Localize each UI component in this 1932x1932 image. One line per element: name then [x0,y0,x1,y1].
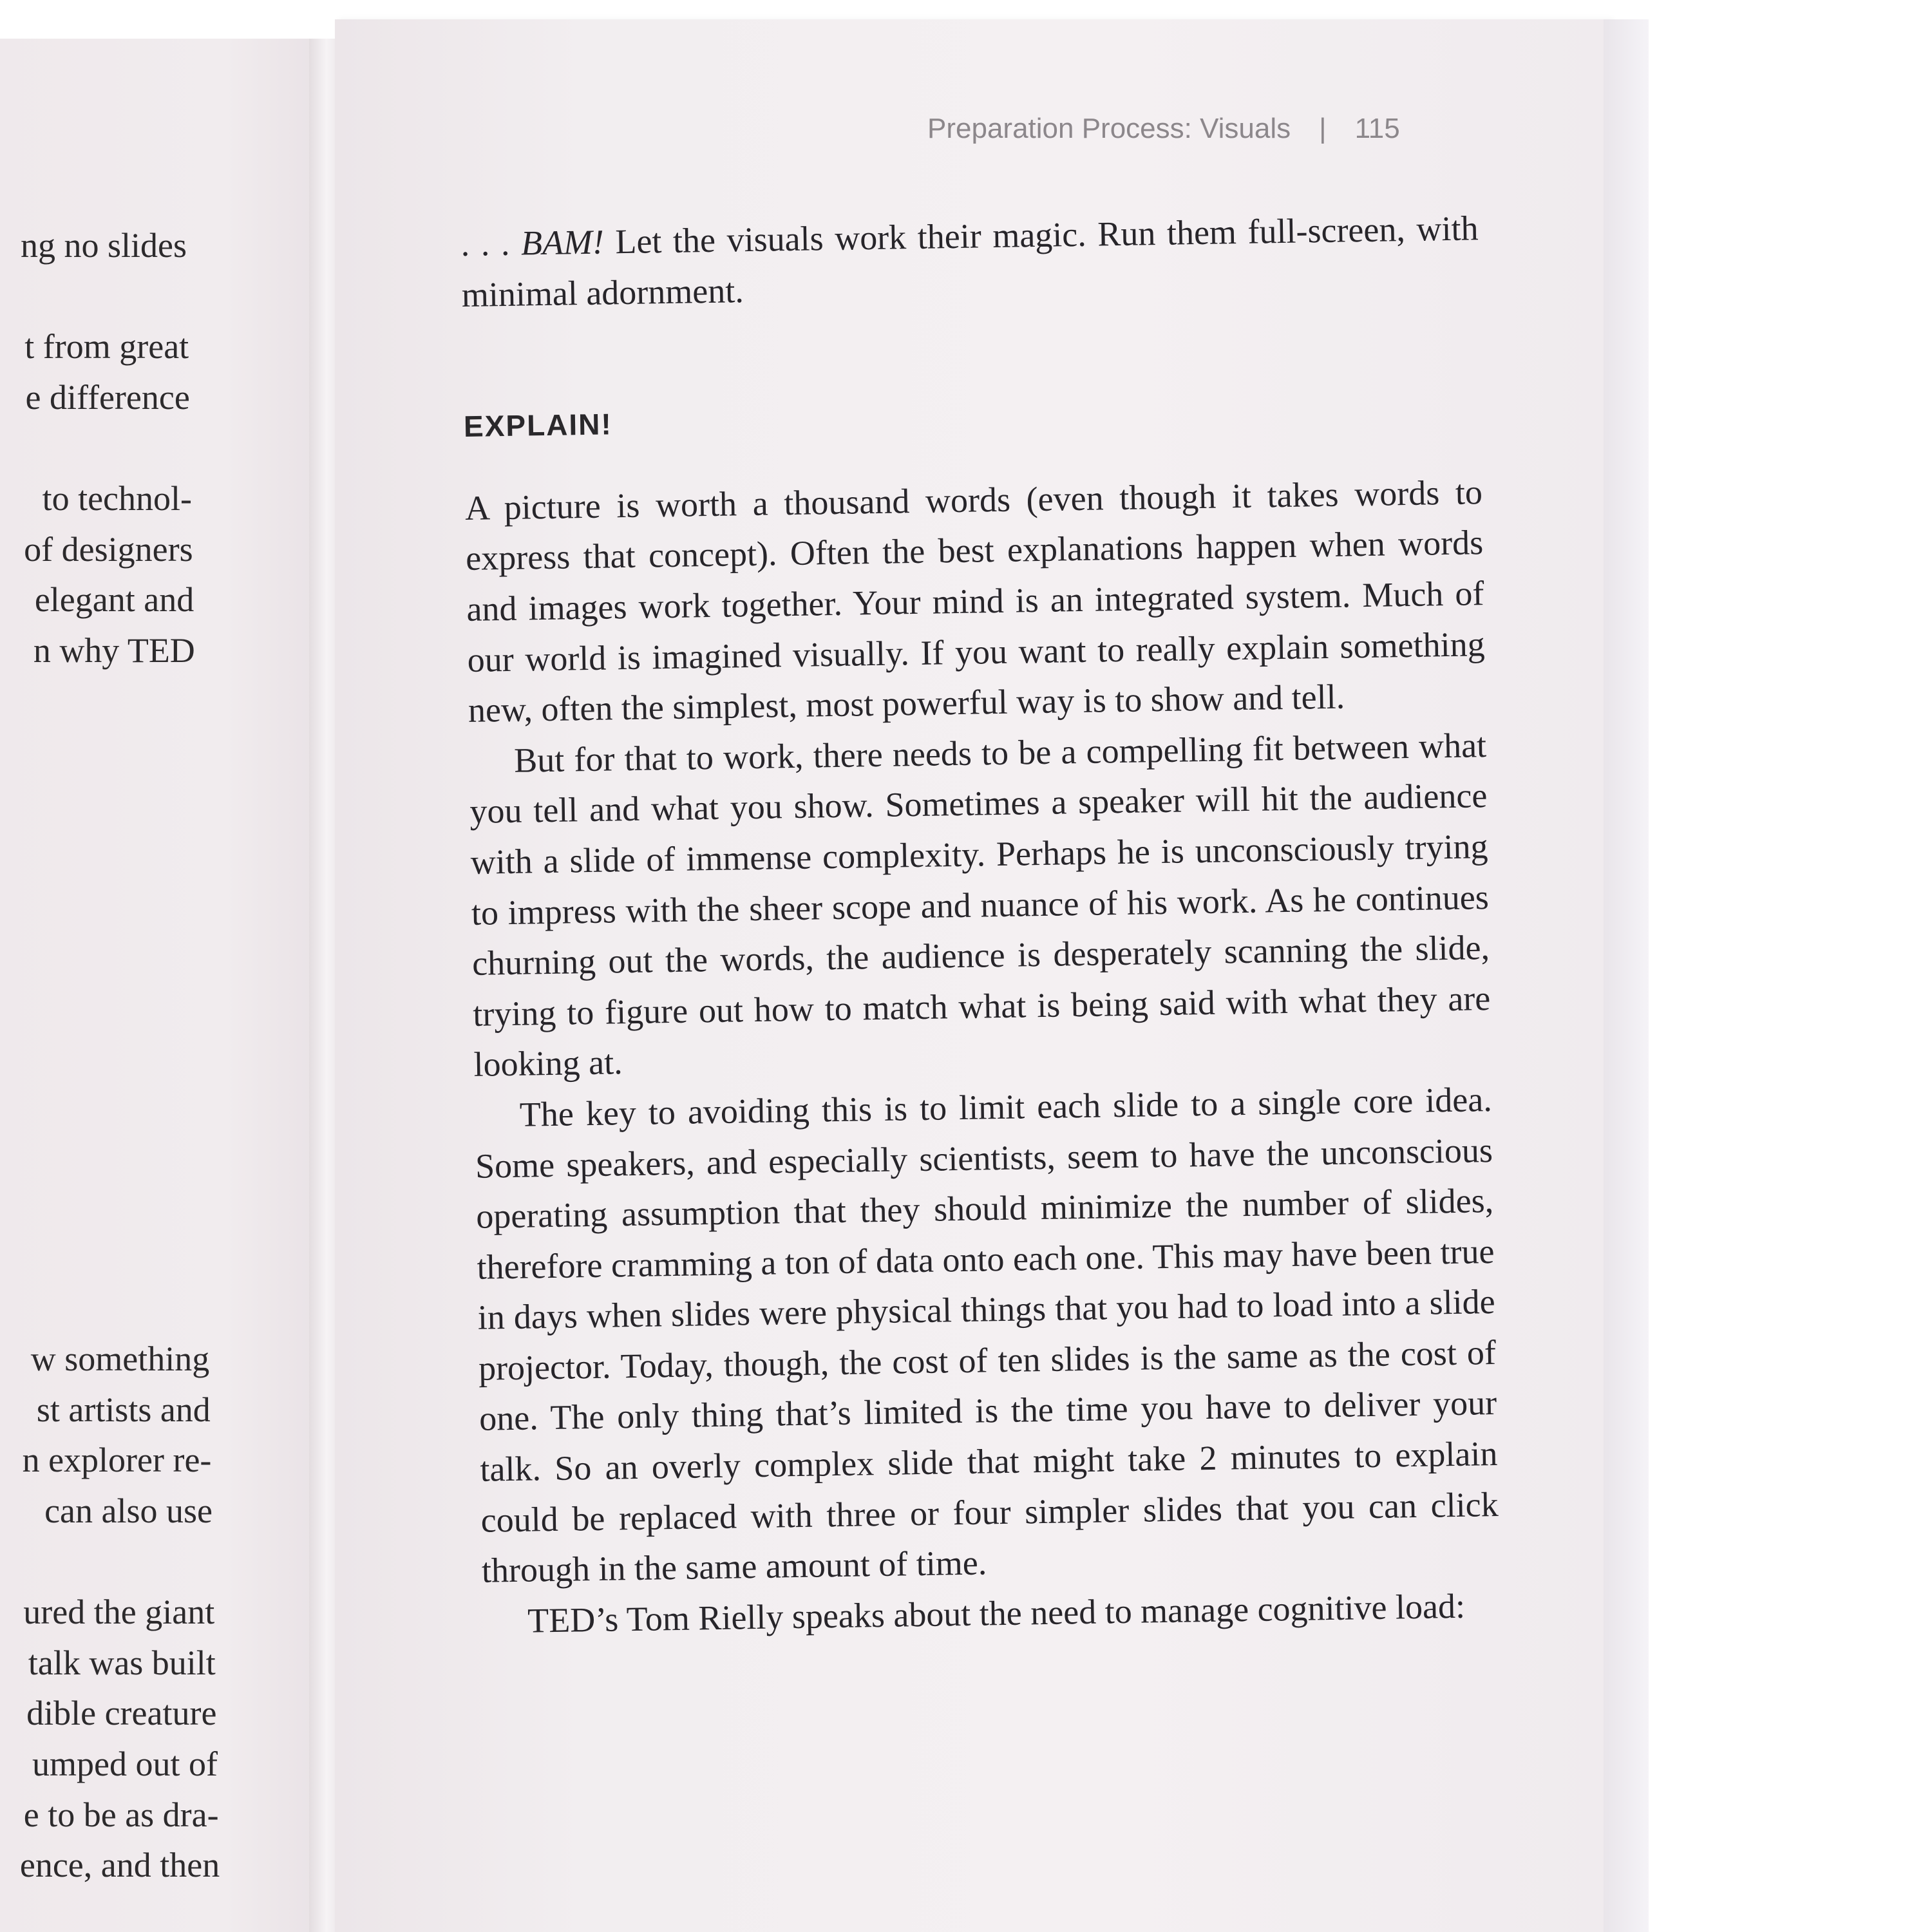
running-head [927,113,1400,145]
paragraph-1: A picture is worth a thousand words (even though it takes words to express that concept). Often the best explanations happen when words and images work together. Your mind is an integrated system. Much of our world is imagined visually. If you want to really explain something new, often the simplest, most powerful way is to show and tell. [464,472,1486,730]
section-heading: EXPLAIN! [463,407,613,444]
intro-paragraph [460,203,1479,320]
left-page-line: t from great [24,327,189,366]
left-page-line: of designers [24,529,193,569]
paragraph-4: TED’s Tom Rielly speaks about the need to manage cognitive load: [527,1586,1466,1640]
left-page-line: st artists and [36,1390,211,1429]
left-page-line: dible creature [26,1694,217,1733]
left-page-line: ence, and then [19,1846,220,1885]
running-head-separator: | [1319,113,1327,144]
page-edge [1604,19,1649,1932]
left-page-line: elegant and [34,580,194,620]
page-body [460,203,1501,1647]
left-page-line: umped out of [32,1745,218,1783]
left-page-line: ured the giant [23,1593,215,1632]
left-page-line: talk was built [28,1643,216,1682]
intro-emphasis: BAM! [520,222,605,263]
intro-prefix: . . . [460,223,522,263]
intro-rest: Let the visuals work their magic. Run them full-screen, with minimal adornment. [461,209,1479,314]
running-head-section: Preparation Process: Visuals [927,113,1291,144]
page-number: 115 [1354,113,1400,144]
left-page-line: e to be as dra- [23,1795,219,1834]
left-page-line: n why TED [33,630,195,670]
left-page-line: can also use [44,1492,213,1530]
paragraph-2: But for that to work, there needs to be a compelling fit between what you tell and what you show. Sometimes a speaker will hit the audience with a slide of immense complexity. Perhaps he is unconsciously trying to impress with the sheer scope and nuance of his work. As he continues churning out the words, the audience is desperately scanning the slide, trying to figure out how to match what is being said with what they are looking at. [469,725,1491,1084]
left-page-text [0,39,322,1932]
left-page-line: w something [30,1340,210,1379]
left-page-line: ng no slides [20,226,187,265]
left-page-line: to technol- [42,479,192,518]
paragraph-3: The key to avoiding this is to limit each slide to a single core idea. Some speakers, and especially scientists, seem to have the unconscious operating assumption that they should minimize the number of slides, therefore cramming a ton of data onto each one. This may have been true in days when slides were physical things that you had to load into a slide projector. Today, though, the cost of ten slides is the same as the cost of one. The only thing that’s limited is the time you have to deliver your talk. So an overly complex slide that might take 2 minutes to explain could be replaced with three or four simpler slides that you can click through in the same amount of time. [475,1079,1499,1590]
left-page-line: n explorer re- [22,1441,212,1480]
left-page [0,39,322,1932]
left-page-line: e difference [25,377,190,417]
